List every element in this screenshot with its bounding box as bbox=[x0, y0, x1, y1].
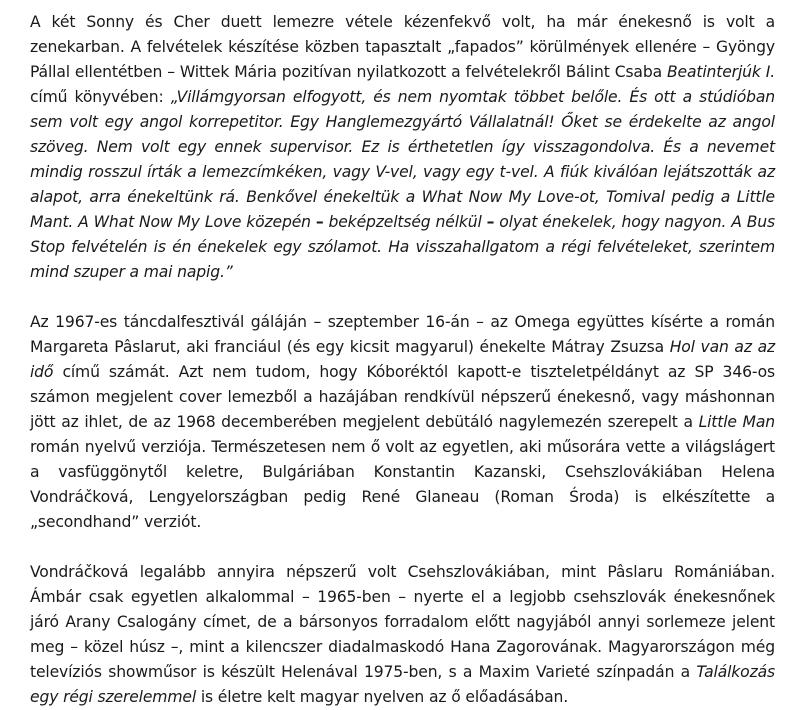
text-run: román nyelvű verziója. Természetesen nem ő volt az egyetlen, aki műsorára vette a világslágert a vasfüggönytől keletre, Bulgáriában Konstantin Kazanski, Csehszlovákiában Helena Vondráčková, Lengyelországban pedig René Glaneau (Roman Środa) is elkészítette a „secondhand” verziót. bbox=[30, 438, 775, 531]
italic-run: olyat énekelek, hogy nagyon. A Bus Stop felvételén is én énekelek egy szólamot. Ha visszahallgatom a régi felvételeket, szerintem mind szuper a mai napig.” bbox=[30, 213, 775, 281]
italic-run: Beatinterjúk I. bbox=[667, 63, 775, 81]
text-run: című számát. Azt nem tudom, hogy Kóboréktól kapott-e tiszteletpéldányt az SP 346-os számon megjelent cover lemezből a hazájában rendkívül népszerű énekesnő, vagy máshonnan jött az ihlet, de az 1968 decemberében megjelent debütáló nagylemezén szerepelt a bbox=[30, 363, 775, 431]
italic-run: Little Man bbox=[698, 413, 775, 431]
text-run: A két Sonny és Cher duett lemezre vétele kézenfekvő volt, ha már énekesnő is volt a zenekarban. A felvételek készítése közben tapasztalt „fapados” körülmények ellenére – Gyöngy Pállal ellentétben – Wittek Mária pozitívan nyilatkozott a felvételekről Bálint Csaba bbox=[30, 13, 775, 81]
italic-run: „Villámgyorsan elfogyott, és nem nyomtak többet belőle. És ott a stúdióban sem volt egy angol korrepetitor. Egy Hanglemezgyártó Vállalatnál! Őket se érdekelte az angol szöveg. Nem volt egy ennek supervisor. Ez is érthetetlen így visszagondolva. És a nevemet mindig rosszul írták a lemezcímkéken, vagy V-vel, vagy egy t-vel. A fiúk kiválóan lejátszották az alapot, arra énekeltünk rá. Benkővel énekeltük a What Now My Love-ot, Tomival pedig a Little Mant. A What Now My Love közepén bbox=[30, 88, 775, 231]
text-run: című könyvében: bbox=[30, 88, 171, 106]
paragraph-festival-gala bbox=[30, 310, 775, 535]
italic-run: Hol van az az idő bbox=[30, 338, 776, 381]
text-run: Vondráčková legalább annyira népszerű volt Csehszlovákiában, mint Pâslaru Romániában. Ámbár csak egyetlen alkalommal – 1965-ben – nyerte el a legjobb csehszlovák énekesnőnek járó Arany Csalogány címet, de a bársonyos forradalom előtt nagyjából annyi sorlemeze jelent meg – közel húsz –, mint a kilencszer diadalmaskodó Hana Zagorovának. Magyarországon még televíziós showműsor is készült Helenával 1975-ben, s a Maxim Varieté színpadán a bbox=[30, 563, 775, 681]
paragraph-recording-sessions bbox=[30, 10, 775, 285]
document-body bbox=[30, 10, 775, 710]
bold-dash: – bbox=[315, 213, 324, 231]
italic-run: Találkozás egy régi szerelemmel bbox=[30, 663, 775, 706]
paragraph-vondrackova bbox=[30, 560, 775, 710]
italic-run: beképzeltség nélkül bbox=[323, 213, 487, 231]
text-run: is életre kelt magyar nyelven az ő előadásában. bbox=[196, 688, 569, 706]
bold-dash: – bbox=[486, 213, 495, 231]
text-run: Az 1967-es táncdalfesztivál gáláján – szeptember 16-án – az Omega együttes kísérte a román Margareta Pâslarut, aki franciául (és egy kicsit magyarul) énekelte Mátray Zsuzsa bbox=[30, 313, 775, 356]
